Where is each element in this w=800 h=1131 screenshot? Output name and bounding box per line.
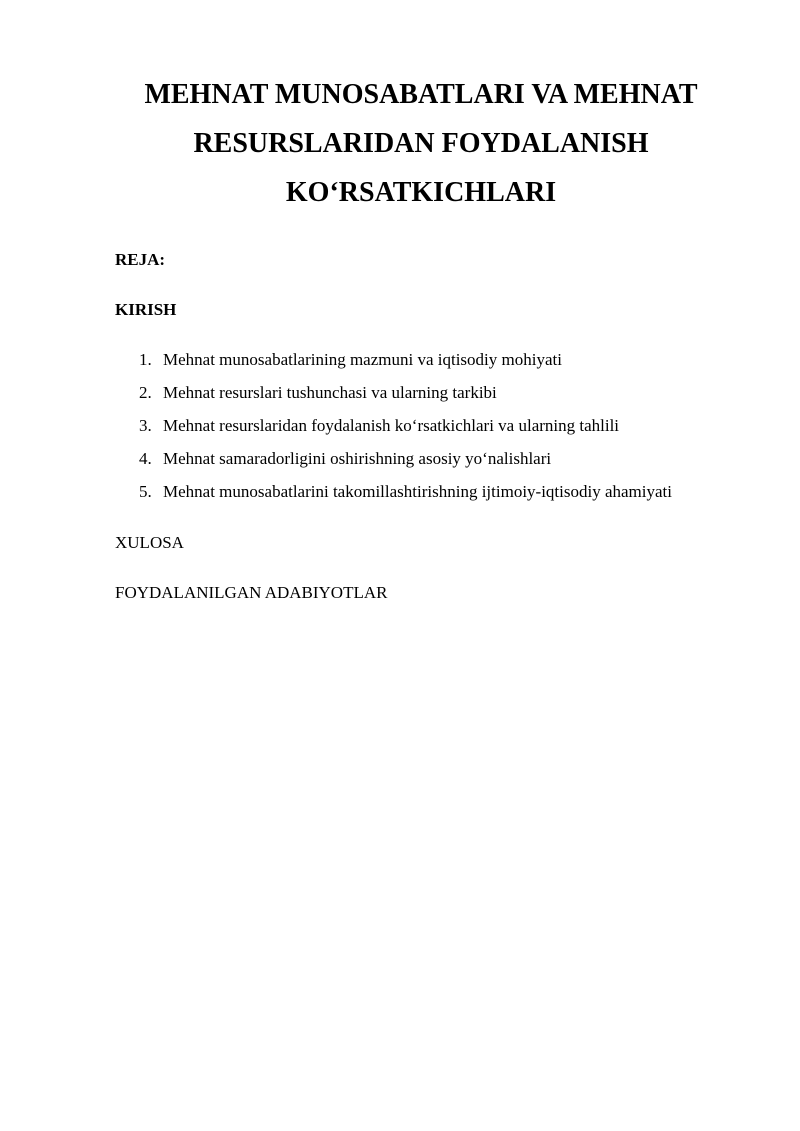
list-item-text: Mehnat resurslaridan foydalanish ko‘rsatkichlari va ularning tahlili (163, 416, 620, 435)
intro-heading: KIRISH (115, 300, 177, 319)
title-line-3: KO‘RSATKICHLARI (285, 177, 557, 208)
plan-heading: REJA: (115, 250, 166, 269)
list-item-number: 1. (139, 350, 152, 369)
list-item-number: 3. (139, 416, 152, 435)
title-line-2: RESURSLARIDAN FOYDALANISH (193, 128, 649, 159)
list-item-text: Mehnat samaradorligini oshirishning asosiy yo‘nalishlari (163, 449, 552, 468)
references-heading: FOYDALANILGAN ADABIYOTLAR (115, 583, 388, 602)
list-item-text: Mehnat munosabatlarini takomillashtirishning ijtimoiy-iqtisodiy ahamiyati (163, 482, 672, 501)
conclusion-heading: XULOSA (115, 533, 184, 552)
list-item-text: Mehnat resurslari tushunchasi va ularning tarkibi (163, 383, 497, 402)
list-item-number: 5. (139, 482, 152, 501)
list-item-number: 4. (139, 449, 152, 468)
list-item-number: 2. (139, 383, 152, 402)
list-item-text: Mehnat munosabatlarining mazmuni va iqtisodiy mohiyati (163, 350, 562, 369)
document-title (115, 70, 727, 217)
title-line-1: MEHNAT MUNOSABATLARI VA MEHNAT (144, 79, 698, 110)
